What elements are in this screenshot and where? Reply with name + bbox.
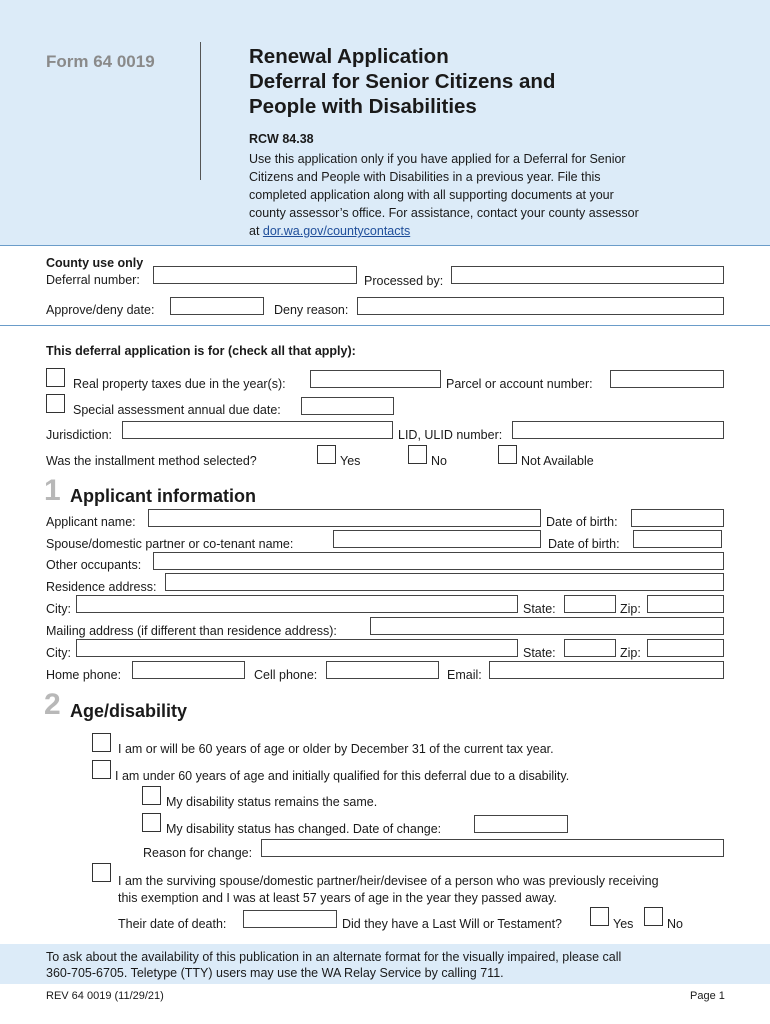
status-same-checkbox[interactable] [142, 786, 161, 805]
installment-no-label: No [431, 454, 447, 468]
dob-label: Date of birth: [546, 515, 618, 529]
reason-for-change-label: Reason for change: [143, 846, 253, 860]
installment-yes-label: Yes [340, 454, 361, 468]
surviving-spouse-checkbox[interactable] [92, 863, 111, 882]
deferral-heading: This deferral application is for (check all that apply): [46, 344, 356, 358]
approve-deny-date-label: Approve/deny date: [46, 303, 155, 317]
surviving-spouse-label [118, 873, 659, 907]
spouse-dob-field[interactable] [633, 530, 722, 548]
mailing-zip-field[interactable] [647, 639, 724, 657]
installment-yes-checkbox[interactable] [317, 445, 336, 464]
will-question: Did they have a Last Will or Testament? [342, 917, 563, 931]
intro-prefix: at [249, 224, 263, 238]
installment-na-label: Not Available [521, 454, 594, 468]
status-changed-checkbox[interactable] [142, 813, 161, 832]
title-line-3: People with Disabilities [249, 95, 477, 118]
disability-checkbox[interactable] [92, 760, 111, 779]
installment-no-checkbox[interactable] [408, 445, 427, 464]
dob-field[interactable] [631, 509, 724, 527]
mailing-city-field[interactable] [76, 639, 518, 657]
applicant-name-field[interactable] [148, 509, 541, 527]
cell-phone-field[interactable] [326, 661, 439, 679]
city-field[interactable] [76, 595, 518, 613]
date-of-death-label: Their date of death: [118, 917, 227, 931]
header-divider [200, 42, 201, 180]
email-label: Email: [447, 668, 482, 682]
state-field[interactable] [564, 595, 616, 613]
applicant-name-label: Applicant name: [46, 515, 136, 529]
will-no-checkbox[interactable] [644, 907, 663, 926]
status-same-label: My disability status remains the same. [166, 795, 378, 809]
status-changed-label: My disability status has changed. Date of change: [166, 822, 442, 836]
intro-line-3: completed application along with all supporting documents at your [249, 188, 614, 202]
jurisdiction-label: Jurisdiction: [46, 428, 112, 442]
form-title [249, 44, 555, 119]
approve-deny-date-field[interactable] [170, 297, 264, 315]
mailing-address-label: Mailing address (if different than residence address): [46, 624, 337, 638]
real-property-label: Real property taxes due in the year(s): [73, 377, 286, 391]
age-60-checkbox[interactable] [92, 733, 111, 752]
mailing-address-field[interactable] [370, 617, 724, 635]
parcel-number-field[interactable] [610, 370, 724, 388]
revision-number: REV 64 0019 (11/29/21) [46, 990, 164, 1002]
date-of-death-field[interactable] [243, 910, 337, 928]
accessibility-line-1: To ask about the availability of this publication in an alternate format for the visually impaired, please call [46, 950, 622, 964]
special-assessment-checkbox[interactable] [46, 394, 65, 413]
intro-line-1: Use this application only if you have applied for a Deferral for Senior [249, 152, 626, 166]
lid-number-field[interactable] [512, 421, 724, 439]
real-property-checkbox[interactable] [46, 368, 65, 387]
deferral-number-label: Deferral number: [46, 273, 140, 287]
intro-line-4: county assessor’s office. For assistance, contact your county assessor [249, 206, 639, 220]
zip-field[interactable] [647, 595, 724, 613]
intro-line-5 [249, 222, 639, 240]
surviving-spouse-line-2: this exemption and I was at least 57 years of age in the year they passed away. [118, 891, 557, 905]
zip-label: Zip: [620, 602, 641, 616]
mailing-zip-label: Zip: [620, 646, 641, 660]
section-2-title: Age/disability [70, 701, 188, 721]
other-occupants-field[interactable] [153, 552, 724, 570]
email-field[interactable] [489, 661, 724, 679]
accessibility-note [46, 949, 621, 981]
intro-line-2: Citizens and People with Disabilities in a previous year. File this [249, 170, 601, 184]
city-label: City: [46, 602, 71, 616]
residence-address-label: Residence address: [46, 580, 157, 594]
section-1-title: Applicant information [70, 486, 256, 506]
county-separator [0, 325, 770, 326]
other-occupants-label: Other occupants: [46, 558, 142, 572]
mailing-state-label: State: [523, 646, 556, 660]
home-phone-field[interactable] [132, 661, 245, 679]
jurisdiction-field[interactable] [122, 421, 393, 439]
disability-label: I am under 60 years of age and initially qualified for this deferral due to a disability. [115, 769, 570, 783]
will-yes-label: Yes [613, 917, 634, 931]
intro-text [249, 150, 639, 240]
special-assessment-label: Special assessment annual due date: [73, 403, 281, 417]
reason-for-change-field[interactable] [261, 839, 724, 857]
parcel-label: Parcel or account number: [446, 377, 593, 391]
installment-question: Was the installment method selected? [46, 454, 257, 468]
county-contacts-link[interactable]: dor.wa.gov/countycontacts [262, 224, 411, 238]
processed-by-field[interactable] [451, 266, 724, 284]
mailing-state-field[interactable] [564, 639, 616, 657]
section-2-number: 2 [44, 688, 61, 721]
will-no-label: No [667, 917, 683, 931]
spouse-name-label: Spouse/domestic partner or co-tenant name: [46, 537, 294, 551]
will-yes-checkbox[interactable] [590, 907, 609, 926]
date-of-change-field[interactable] [474, 815, 568, 833]
rcw-reference: RCW 84.38 [249, 132, 314, 146]
real-property-years-field[interactable] [310, 370, 441, 388]
installment-na-checkbox[interactable] [498, 445, 517, 464]
special-assessment-date-field[interactable] [301, 397, 394, 415]
surviving-spouse-line-1: I am the surviving spouse/domestic partner/heir/devisee of a person who was previously receiving [118, 874, 659, 888]
title-line-2: Deferral for Senior Citizens and [249, 70, 556, 93]
mailing-city-label: City: [46, 646, 71, 660]
deny-reason-field[interactable] [357, 297, 724, 315]
residence-address-field[interactable] [165, 573, 724, 591]
spouse-dob-label: Date of birth: [548, 537, 620, 551]
age-60-label: I am or will be 60 years of age or older by December 31 of the current tax year. [118, 742, 554, 756]
page-number: Page 1 [690, 990, 725, 1002]
home-phone-label: Home phone: [46, 668, 122, 682]
state-label: State: [523, 602, 556, 616]
title-line-1: Renewal Application [249, 45, 449, 68]
processed-by-label: Processed by: [364, 274, 444, 288]
deferral-number-field[interactable] [153, 266, 357, 284]
lid-label: LID, ULID number: [398, 428, 503, 442]
accessibility-line-2: 360-705-6705. Teletype (TTY) users may use the WA Relay Service by calling 711. [46, 966, 504, 980]
section-1-number: 1 [44, 474, 61, 507]
deny-reason-label: Deny reason: [274, 303, 349, 317]
form-number: Form 64 0019 [46, 52, 155, 71]
county-use-heading: County use only [46, 256, 144, 270]
spouse-name-field[interactable] [333, 530, 541, 548]
cell-phone-label: Cell phone: [254, 668, 318, 682]
